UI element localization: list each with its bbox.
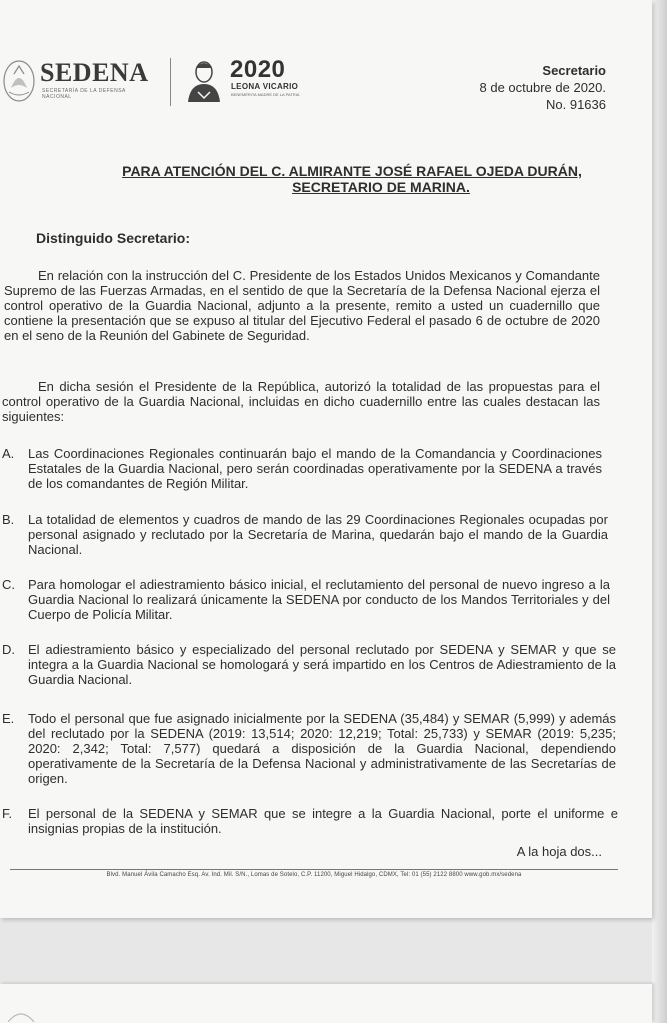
list-item — [2, 711, 616, 791]
list-item-letter: D. — [2, 642, 15, 657]
national-eagle-seal-icon — [2, 58, 36, 104]
body-paragraph-2: En dicha sesión el Presidente de la República, autorizó la totalidad de las propuestas para el control operativo de la Guardia Nacional, incluidas en dicho cuadernillo entre las cuales destacan las siguientes: — [2, 379, 600, 424]
list-item-text: Las Coordinaciones Regionales continuarán bajo el mando de la Comandancia y Coordinaciones Estatales de la Guardia Nacional, pero serán coordinadas operativamente por la SEDENA a través de los comandantes de Región Militar. — [28, 446, 602, 491]
salutation: Distinguido Secretario: — [36, 230, 191, 246]
list-item-letter: C. — [2, 577, 15, 592]
commemorative-subtitle: BENEMÉRITA MADRE DE LA PATRIA — [231, 92, 300, 97]
page-edge-shadow — [652, 0, 667, 1023]
list-item-text: La totalidad de elementos y cuadros de mando de las 29 Coordinaciones Regionales ocupadas por personal asignado y reclutado por la Secretaría de Marina, quedarán bajo el mando de la Guardia Nacional. — [28, 512, 608, 557]
leona-vicario-portrait-icon — [182, 58, 226, 104]
watermark-seal-icon — [6, 1008, 36, 1022]
list-item-text: Todo el personal que fue asignado inicialmente por la SEDENA (35,484) y SEMAR (5,999) y además del reclutado por la SEDENA (2019: 13,514; 2020: 12,219; Total: 25,733) y SEMAR (2019: 5,235; 2020: 2,342; Total: 7,577) quedará a disposición de la Guardia Nacional, dependiendo operativamente de la Secretaría de la Defensa Nacional y administrativamente de las Secretarías de origen. — [28, 711, 616, 786]
footer-address: Blvd. Manuel Ávila Camacho Esq. Av. Ind. Mil. S/N., Lomas de Sotelo, C.P. 11200, Miguel Hidalgo, CDMX, Tel: 01 (55) 2122 8800 www.gob.mx/sedena — [106, 872, 522, 878]
list-item — [2, 806, 618, 842]
addressee-line-2: SECRETARIO DE MARINA. — [292, 179, 470, 195]
footer-divider — [10, 869, 618, 870]
list-item-text: El adiestramiento básico y especializado del personal reclutado por SEDENA y SEMAR y que se integra a la Guardia Nacional se homologará y será impartido en los Centros de Adiestramiento de la Guardia Nacional. — [28, 642, 616, 687]
letter-header-meta — [480, 62, 607, 113]
commemorative-name: LEONA VICARIO — [231, 82, 299, 91]
agency-wordmark: SEDENA — [40, 58, 149, 87]
list-item-text: El personal de la SEDENA y SEMAR que se integre a la Guardia Nacional, porte el uniforme e insignias propias de la institución. — [28, 806, 618, 836]
page-gap — [0, 918, 652, 984]
list-item-letter: B. — [2, 512, 15, 527]
list-item-text: Para homologar el adiestramiento básico inicial, el reclutamiento del personal de nuevo ingreso a la Guardia Nacional lo realizará únicamente la SEDENA por conducto de los Mandos Territoriales y del Cuerpo de Policía Militar. — [28, 577, 610, 622]
letter-date: 8 de octubre de 2020. — [479, 80, 606, 95]
list-item — [2, 512, 610, 562]
list-item — [2, 577, 612, 627]
body-paragraph-1: En relación con la instrucción del C. Presidente de los Estados Unidos Mexicanos y Comandante Supremo de las Fuerzas Armadas, en el sentido de que la Secretaría de la Defensa Nacional ejerza el control operativo de la Guardia Nacional, adjunto a la presente, remito a usted un cuadernillo que contiene la presentación que se expuso al titular del Ejecutivo Federal el pasado 6 de octubre de 2020 en el seno de la Reunión del Gabinete de Seguridad. — [4, 268, 600, 343]
list-item-letter: F. — [2, 806, 13, 821]
list-item-letter: E. — [2, 711, 15, 726]
agency-subtitle: SECRETARÍA DE LA DEFENSA NACIONAL — [42, 88, 126, 100]
list-item-letter: A. — [2, 446, 15, 461]
letter-number: No. 91636 — [546, 97, 606, 112]
letterhead-divider — [170, 58, 171, 106]
letter-page-2-edge — [0, 984, 652, 1023]
list-item — [2, 446, 602, 496]
continuation-note: A la hoja dos... — [516, 844, 602, 859]
sender-title: Secretario — [542, 63, 606, 78]
list-item — [2, 642, 616, 692]
commemorative-year: 2020 — [230, 56, 286, 83]
addressee-line-1: PARA ATENCIÓN DEL C. ALMIRANTE JOSÉ RAFAEL OJEDA DURÁN, — [122, 163, 582, 179]
addressee-block — [0, 163, 652, 195]
